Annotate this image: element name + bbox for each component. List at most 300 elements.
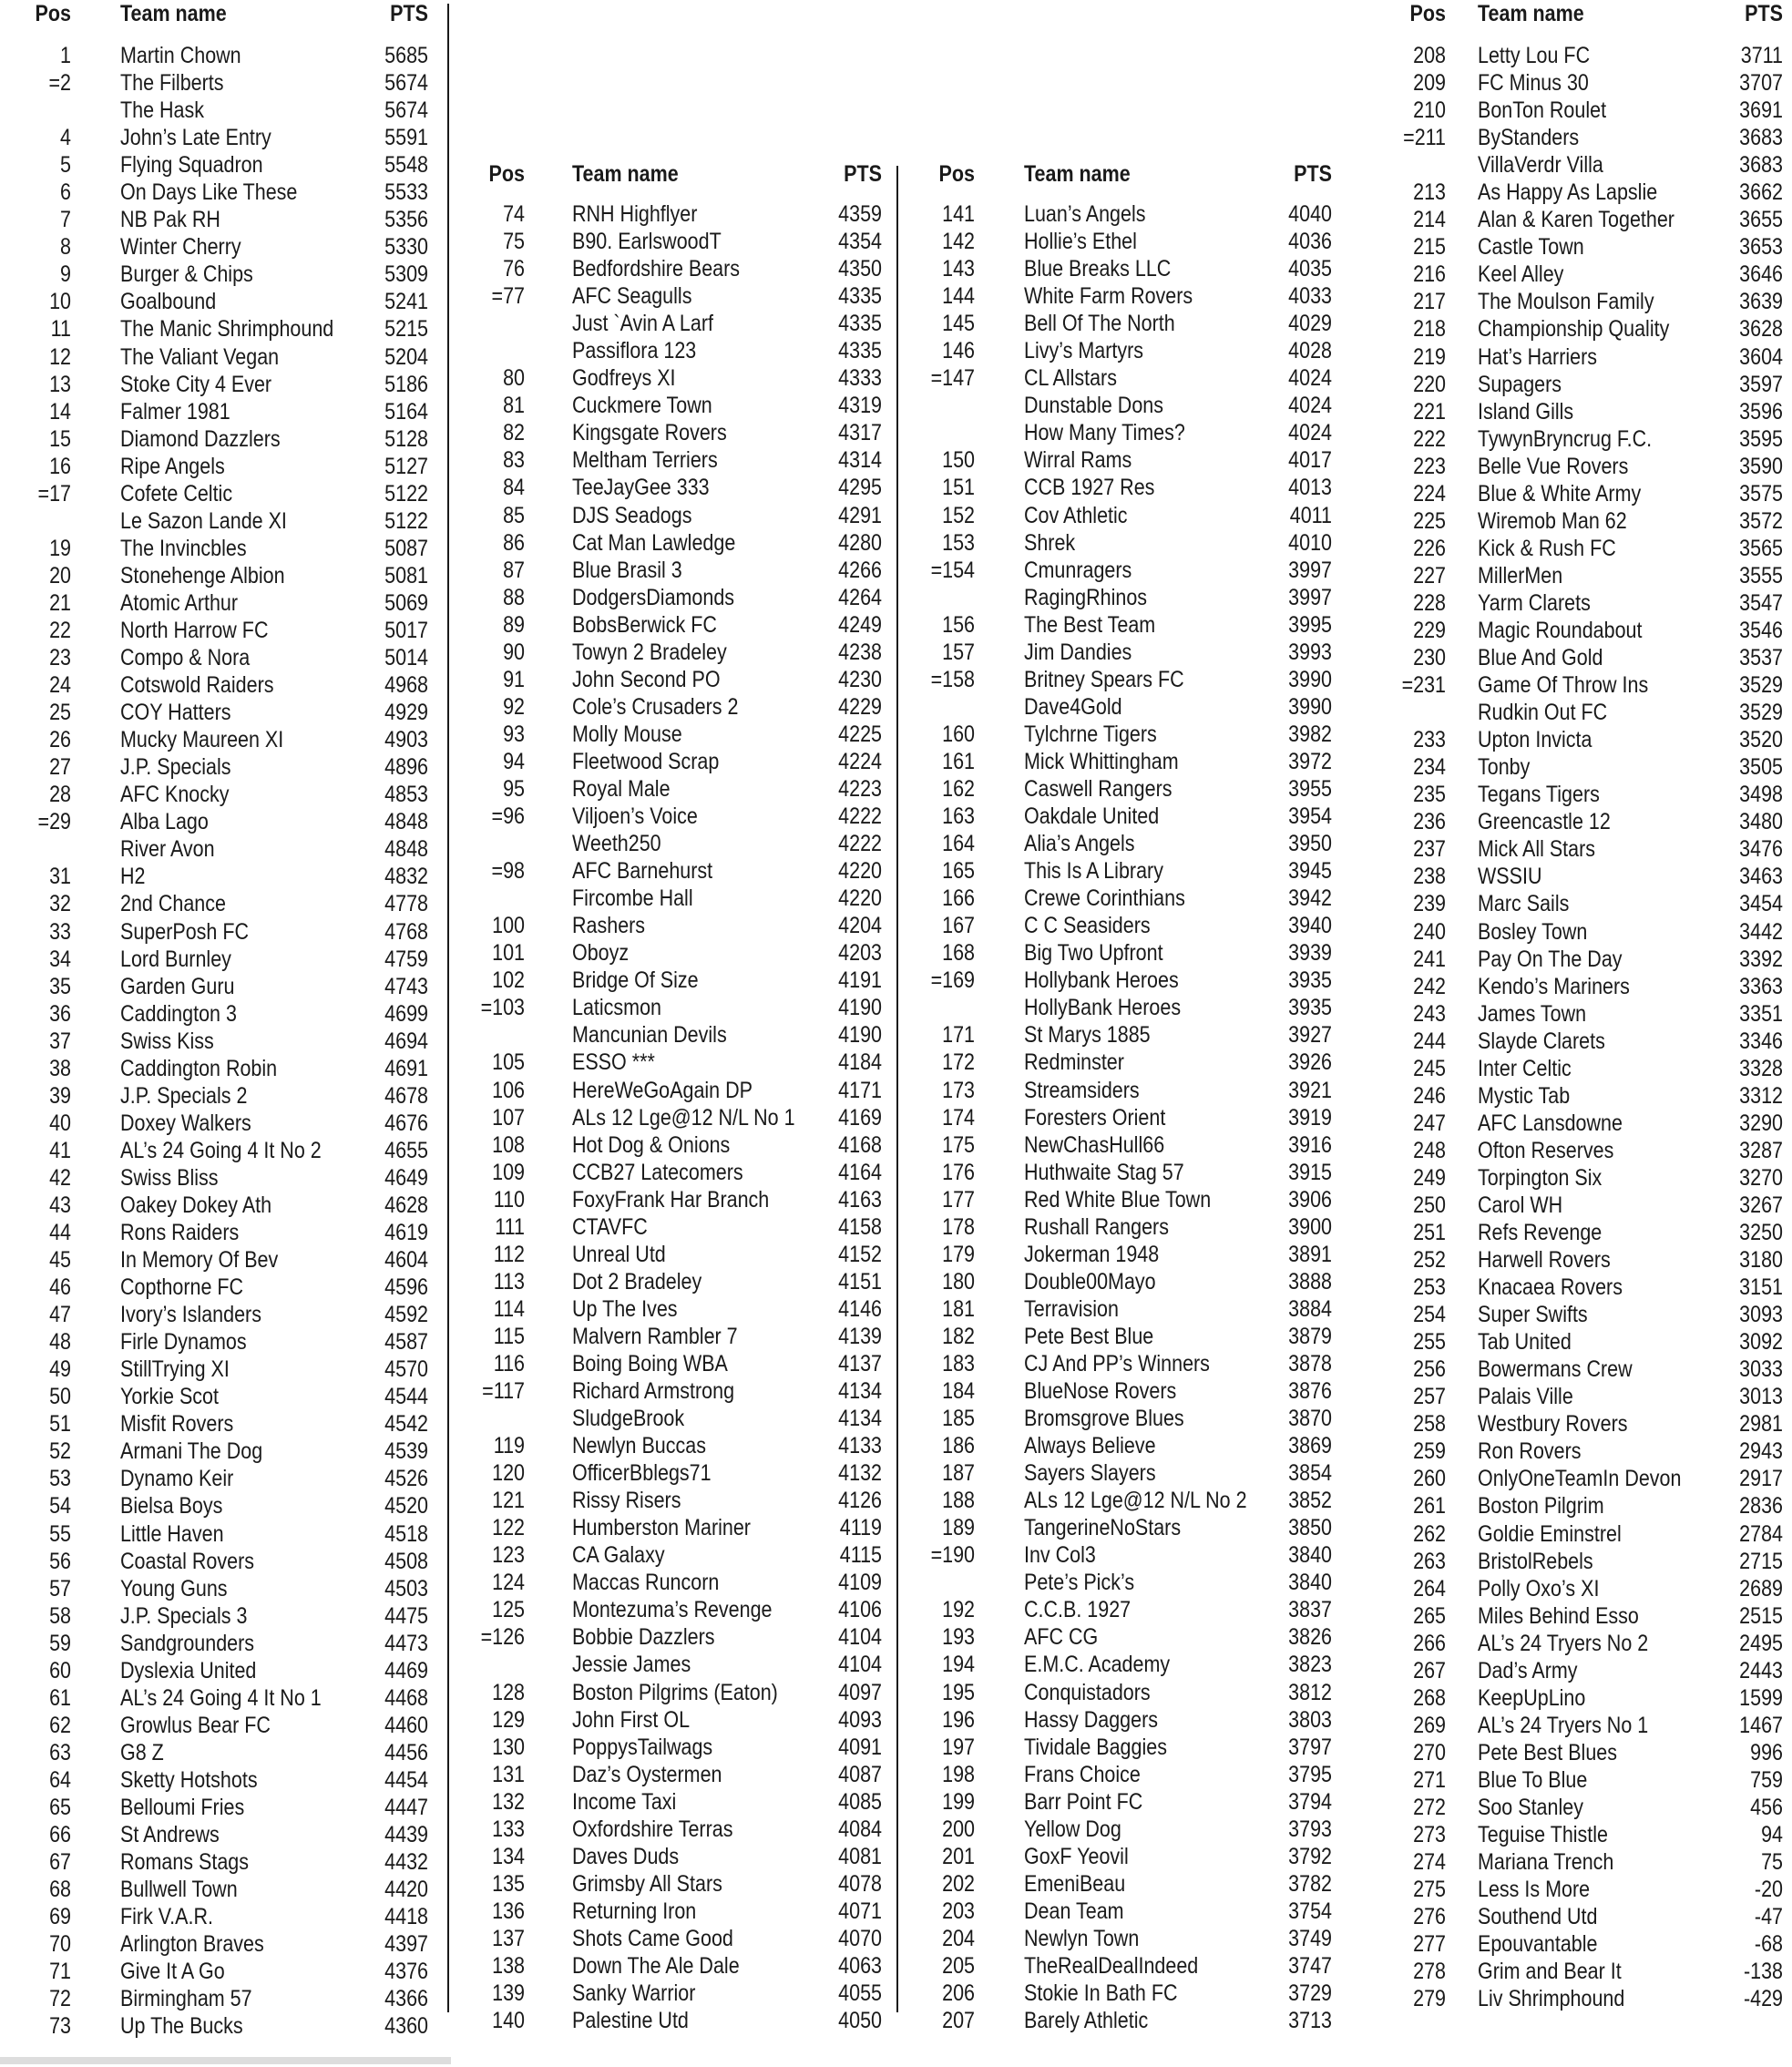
header-pts: PTS	[844, 161, 882, 187]
table-row	[1347, 1110, 1792, 1137]
points-cell: 4778	[384, 891, 428, 917]
position-cell: 23	[49, 645, 71, 671]
team-name-cell: Arlington Braves	[120, 1931, 264, 1958]
position-cell: 56	[49, 1548, 71, 1574]
table-row	[0, 69, 448, 97]
points-cell: 4319	[838, 393, 882, 419]
team-name-cell: Cmunragers	[1024, 557, 1132, 583]
position-cell: 61	[49, 1684, 71, 1711]
points-cell: 3955	[1288, 775, 1332, 802]
position-cell: 50	[49, 1384, 71, 1410]
team-name-cell: Daves Duds	[572, 1843, 680, 1869]
table-row	[0, 1520, 448, 1548]
position-cell: 112	[493, 1241, 525, 1267]
table-row	[1347, 1082, 1792, 1110]
table-row	[900, 392, 1347, 419]
position-cell: 125	[492, 1597, 525, 1623]
league-table-column-3	[900, 160, 1347, 2034]
header-team-name: Team name	[1024, 161, 1131, 187]
position-cell: 157	[942, 639, 975, 665]
points-cell: 4132	[838, 1460, 882, 1487]
table-row	[900, 693, 1347, 721]
team-name-cell: RNH Highflyer	[572, 201, 698, 227]
points-cell: 4203	[838, 940, 882, 967]
position-cell: 132	[492, 1788, 525, 1815]
position-cell: =169	[930, 967, 975, 994]
position-cell: 276	[1413, 1904, 1446, 1930]
table-row	[0, 233, 448, 261]
team-name-cell: Mancunian Devils	[572, 1022, 727, 1049]
points-cell: 5127	[384, 453, 428, 479]
team-name-cell: ByStanders	[1478, 125, 1580, 151]
table-row	[0, 1876, 448, 1903]
points-cell: 3884	[1288, 1295, 1332, 1322]
position-cell: 266	[1413, 1630, 1446, 1656]
table-row	[1347, 535, 1792, 562]
position-cell: 269	[1413, 1712, 1446, 1738]
position-cell: 145	[942, 311, 975, 337]
points-cell: 4139	[838, 1323, 882, 1349]
team-name-cell: Daz’s Oystermen	[572, 1761, 722, 1787]
points-cell: 4190	[838, 995, 882, 1021]
team-name-cell: CCB27 Latecomers	[572, 1159, 743, 1185]
points-cell: 3945	[1288, 858, 1332, 885]
position-cell: 234	[1413, 754, 1446, 781]
position-cell: 12	[49, 343, 71, 370]
points-cell: 4133	[838, 1433, 882, 1459]
team-name-cell: Unreal Utd	[572, 1241, 666, 1267]
position-cell: 138	[492, 1953, 525, 1979]
table-row	[1347, 699, 1792, 726]
team-name-cell: DodgersDiamonds	[572, 584, 735, 610]
position-cell: 63	[49, 1739, 71, 1765]
table-row	[1347, 863, 1792, 890]
table-row	[0, 1903, 448, 1930]
points-cell: 4224	[838, 748, 882, 774]
table-row	[450, 857, 896, 885]
team-name-cell: Tividale Baggies	[1024, 1734, 1167, 1760]
team-name-cell: Ivory’s Islanders	[120, 1302, 261, 1328]
table-row	[1347, 371, 1792, 398]
points-cell: 3529	[1739, 700, 1783, 726]
team-name-cell: AFC Seagulls	[572, 283, 692, 310]
team-name-cell: Dad’s Army	[1478, 1657, 1578, 1683]
position-cell: 34	[49, 946, 71, 972]
table-row	[450, 912, 896, 939]
position-cell: 44	[49, 1220, 71, 1246]
points-cell: 3793	[1288, 1816, 1332, 1842]
team-name-cell: Firk V.A.R.	[120, 1904, 213, 1930]
team-name-cell: Le Sazon Lande XI	[120, 507, 287, 534]
points-cell: 4078	[838, 1870, 882, 1897]
points-cell: 3850	[1288, 1515, 1332, 1541]
position-cell: 226	[1413, 535, 1446, 561]
points-cell: 3927	[1288, 1022, 1332, 1049]
position-cell: 237	[1413, 836, 1446, 863]
table-row	[0, 1301, 448, 1328]
team-name-cell: Barr Point FC	[1024, 1788, 1143, 1815]
table-row	[900, 1788, 1347, 1816]
team-name-cell: Fircombe Hall	[572, 885, 693, 912]
team-name-cell: Dyslexia United	[120, 1657, 257, 1683]
team-name-cell: Swiss Kiss	[120, 1028, 214, 1054]
table-row	[1347, 1684, 1792, 1712]
team-name-cell: Sketty Hotshots	[120, 1766, 258, 1793]
team-name-cell: Doxey Walkers	[120, 1110, 251, 1136]
table-row	[450, 1213, 896, 1241]
points-cell: 4024	[1288, 393, 1332, 419]
team-name-cell: Double00Mayo	[1024, 1268, 1156, 1294]
table-row	[450, 1541, 896, 1569]
table-row	[0, 644, 448, 671]
table-row	[900, 1459, 1347, 1487]
team-name-cell: Dean Team	[1024, 1898, 1124, 1924]
team-name-cell: OfficerBblegs71	[572, 1460, 712, 1487]
table-row	[450, 584, 896, 611]
team-name-cell: DJS Seadogs	[572, 502, 692, 528]
team-name-cell: J.P. Specials 3	[120, 1602, 248, 1629]
team-name-cell: Sanky Warrior	[572, 1980, 696, 2007]
position-cell: 173	[942, 1077, 975, 1103]
team-name-cell: Miles Behind Esso	[1478, 1602, 1639, 1629]
table-row	[0, 206, 448, 233]
position-cell: 247	[1413, 1110, 1446, 1136]
table-row	[0, 726, 448, 753]
points-cell: 4152	[838, 1241, 882, 1267]
points-cell: 3597	[1739, 371, 1783, 397]
points-cell: 3972	[1288, 748, 1332, 774]
position-cell: 272	[1413, 1795, 1446, 1820]
position-cell: 216	[1413, 261, 1446, 288]
points-cell: 2943	[1739, 1438, 1783, 1465]
team-name-cell: Rushall Rangers	[1024, 1213, 1169, 1240]
points-cell: 4456	[384, 1739, 428, 1765]
points-cell: 4010	[1288, 529, 1332, 556]
position-cell: 262	[1413, 1520, 1446, 1547]
team-name-cell: Cuckmere Town	[572, 393, 712, 419]
points-cell: -138	[1743, 1959, 1783, 1985]
table-row	[1347, 1575, 1792, 1602]
points-cell: 3454	[1739, 891, 1783, 917]
points-cell: 4896	[384, 754, 428, 781]
table-row	[450, 1295, 896, 1323]
table-row	[450, 392, 896, 419]
team-name-cell: TheRealDealIndeed	[1024, 1953, 1199, 1979]
table-row	[450, 1925, 896, 1952]
points-cell: 4542	[384, 1411, 428, 1438]
team-name-cell: Inv Col3	[1024, 1542, 1096, 1569]
team-name-cell: Rashers	[572, 913, 646, 939]
position-cell: 277	[1413, 1931, 1446, 1958]
points-cell: 4087	[838, 1761, 882, 1787]
team-name-cell: Montezuma’s Revenge	[572, 1597, 773, 1623]
position-cell: 36	[49, 1000, 71, 1027]
team-name-cell: PoppysTailwags	[572, 1734, 713, 1760]
points-cell: 4508	[384, 1548, 428, 1574]
position-cell: 244	[1413, 1028, 1446, 1054]
position-cell: 51	[49, 1411, 71, 1438]
position-cell: 217	[1413, 289, 1446, 315]
table-row	[450, 721, 896, 748]
table-row	[0, 1219, 448, 1246]
points-cell: 3852	[1288, 1488, 1332, 1514]
header-team-name: Team name	[572, 161, 679, 187]
team-name-cell: Up The Bucks	[120, 2013, 243, 2040]
position-cell: 205	[942, 1953, 975, 1979]
team-name-cell: MillerMen	[1478, 562, 1563, 588]
points-cell: 3878	[1288, 1350, 1332, 1376]
team-name-cell: Humberston Mariner	[572, 1515, 751, 1541]
position-cell: 235	[1413, 782, 1446, 808]
table-row	[900, 1541, 1347, 1569]
points-cell: 3879	[1288, 1323, 1332, 1349]
position-cell: 201	[942, 1843, 975, 1869]
table-row	[1347, 753, 1792, 781]
position-cell: 85	[503, 502, 525, 528]
position-cell: 10	[49, 289, 71, 315]
table-row	[900, 1623, 1347, 1651]
points-cell: 3935	[1288, 995, 1332, 1021]
points-cell: 4158	[838, 1213, 882, 1240]
team-name-cell: Barely Athletic	[1024, 2008, 1149, 2034]
table-row	[1347, 288, 1792, 315]
league-table-column-1	[0, 0, 448, 2040]
table-row	[900, 529, 1347, 557]
points-cell: 5356	[384, 207, 428, 233]
position-cell: 55	[49, 1520, 71, 1547]
team-name-cell: ALs 12 Lge@12 N/L No 1	[572, 1104, 795, 1131]
position-cell: 45	[49, 1247, 71, 1274]
table-row	[0, 535, 448, 562]
points-cell: 4832	[384, 864, 428, 890]
table-row	[1347, 1137, 1792, 1164]
points-cell: 4314	[838, 447, 882, 474]
points-cell: 4164	[838, 1159, 882, 1185]
table-row	[900, 1679, 1347, 1706]
points-cell: 3290	[1739, 1110, 1783, 1136]
points-cell: -68	[1754, 1931, 1783, 1958]
points-cell: 1467	[1739, 1712, 1783, 1738]
team-name-cell: Luan’s Angels	[1024, 201, 1146, 227]
table-row	[900, 1596, 1347, 1623]
position-cell: 19	[49, 535, 71, 561]
position-cell: 90	[503, 639, 525, 665]
points-cell: 4699	[384, 1000, 428, 1027]
team-name-cell: Mariana Trench	[1478, 1849, 1614, 1876]
position-cell: 73	[49, 2013, 71, 2040]
points-cell: 4333	[838, 365, 882, 392]
table-row	[1347, 726, 1792, 753]
table-row	[0, 1438, 448, 1465]
team-name-cell: John First OL	[572, 1706, 691, 1733]
points-cell: 4460	[384, 1712, 428, 1738]
team-name-cell: Bedfordshire Bears	[572, 256, 741, 282]
table-row	[1347, 781, 1792, 808]
team-name-cell: CJ And PP’s Winners	[1024, 1350, 1210, 1376]
position-cell: 242	[1413, 973, 1446, 999]
table-row	[0, 151, 448, 179]
team-name-cell: CL Allstars	[1024, 365, 1117, 392]
team-name-cell: Hat’s Harriers	[1478, 343, 1598, 370]
points-cell: 4238	[838, 639, 882, 665]
team-name-cell: Letty Lou FC	[1478, 43, 1591, 68]
league-table-column-2	[450, 160, 896, 2034]
position-cell: 131	[492, 1761, 525, 1787]
header-pos: Pos	[938, 161, 975, 187]
position-cell: 28	[49, 782, 71, 808]
table-row	[0, 398, 448, 425]
position-cell: 239	[1413, 891, 1446, 917]
team-name-cell: C.C.B. 1927	[1024, 1597, 1132, 1623]
team-name-cell: Wirral Rams	[1024, 447, 1132, 474]
team-name-cell: Bielsa Boys	[120, 1493, 223, 1520]
team-name-cell: SludgeBrook	[572, 1406, 685, 1432]
points-cell: 3312	[1739, 1082, 1783, 1109]
table-row	[0, 562, 448, 589]
team-name-cell: Goldie Eminstrel	[1478, 1520, 1622, 1547]
table-row	[0, 1575, 448, 1602]
points-cell: 3565	[1739, 535, 1783, 561]
points-cell: 4151	[838, 1268, 882, 1294]
points-cell: 2917	[1739, 1466, 1783, 1492]
table-row	[900, 1104, 1347, 1131]
points-cell: 2784	[1739, 1520, 1783, 1547]
table-row	[900, 994, 1347, 1021]
table-row	[900, 666, 1347, 693]
table-row	[0, 1465, 448, 1492]
points-cell: 4295	[838, 475, 882, 501]
table-row	[0, 1328, 448, 1356]
table-row	[900, 1432, 1347, 1459]
team-name-cell: Shots Came Good	[572, 1925, 733, 1951]
points-cell: 4093	[838, 1706, 882, 1733]
team-name-cell: John Second PO	[572, 666, 721, 692]
table-row	[1347, 261, 1792, 288]
table-row	[900, 584, 1347, 611]
position-cell: 144	[942, 283, 975, 310]
points-cell: 1599	[1739, 1684, 1783, 1711]
team-name-cell: Misfit Rovers	[120, 1411, 234, 1438]
position-cell: 11	[50, 316, 71, 343]
team-name-cell: St Andrews	[120, 1822, 220, 1848]
points-cell: 4085	[838, 1788, 882, 1815]
table-row	[900, 1487, 1347, 1514]
points-cell: 3691	[1739, 97, 1783, 124]
table-row	[1347, 1028, 1792, 1055]
position-cell: 238	[1413, 864, 1446, 890]
position-cell: =211	[1403, 125, 1446, 151]
position-cell: 16	[49, 453, 71, 479]
position-cell: 259	[1413, 1438, 1446, 1465]
points-cell: 4191	[838, 967, 882, 994]
team-name-cell: Copthorne FC	[120, 1274, 244, 1301]
team-name-cell: James Town	[1478, 1000, 1587, 1027]
team-name-cell: Pete Best Blue	[1024, 1323, 1154, 1349]
points-cell: 4017	[1288, 447, 1332, 474]
team-name-cell: Caswell Rangers	[1024, 775, 1172, 802]
points-cell: 3797	[1288, 1734, 1332, 1760]
table-row	[900, 1734, 1347, 1761]
team-name-cell: Maccas Runcorn	[572, 1570, 720, 1596]
position-cell: 57	[49, 1575, 71, 1601]
table-row	[450, 228, 896, 255]
points-cell: 2443	[1739, 1657, 1783, 1683]
position-cell: 76	[503, 256, 525, 282]
team-name-cell: Stokie In Bath FC	[1024, 1980, 1178, 2007]
position-cell: 101	[492, 940, 525, 967]
table-row	[450, 255, 896, 282]
position-cell: 14	[49, 398, 71, 425]
table-header	[1347, 0, 1792, 42]
team-name-cell: TeeJayGee 333	[572, 475, 710, 501]
points-cell: 2715	[1739, 1548, 1783, 1574]
table-row	[900, 255, 1347, 282]
team-name-cell: Down The Ale Dale	[572, 1953, 740, 1979]
points-cell: 3092	[1739, 1329, 1783, 1356]
team-name-cell: Garden Guru	[120, 973, 235, 999]
table-row	[1347, 1383, 1792, 1410]
table-row	[450, 364, 896, 392]
points-cell: 5685	[384, 43, 428, 68]
points-cell: 3351	[1739, 1000, 1783, 1027]
team-name-cell: ALs 12 Lge@12 N/L No 2	[1024, 1488, 1247, 1514]
table-row	[450, 1241, 896, 1268]
position-cell: =17	[37, 480, 71, 507]
position-cell: 224	[1413, 480, 1446, 507]
points-cell: 4518	[384, 1520, 428, 1547]
team-name-cell: The Manic Shrimphound	[120, 316, 334, 343]
points-cell: 4222	[838, 831, 882, 857]
position-cell: =231	[1401, 672, 1446, 699]
team-name-cell: Tegans Tigers	[1478, 782, 1600, 808]
points-cell: 4592	[384, 1302, 428, 1328]
team-name-cell: Yellow Dog	[1024, 1816, 1121, 1842]
table-row	[900, 474, 1347, 501]
table-row	[900, 1761, 1347, 1788]
team-name-cell: Pete Best Blues	[1478, 1739, 1617, 1765]
team-name-cell: Up The Ives	[572, 1295, 678, 1322]
team-name-cell: Little Haven	[120, 1520, 224, 1547]
points-cell: 3900	[1288, 1213, 1332, 1240]
table-row	[1347, 1821, 1792, 1848]
table-row	[900, 1159, 1347, 1186]
team-name-cell: Knacaea Rovers	[1478, 1274, 1623, 1301]
position-cell: 181	[942, 1295, 975, 1322]
team-name-cell: AL’s 24 Tryers No 2	[1478, 1630, 1649, 1656]
table-header	[0, 0, 448, 42]
position-cell: =103	[480, 995, 525, 1021]
position-cell: 223	[1413, 453, 1446, 479]
table-row	[0, 1657, 448, 1684]
points-cell: 2836	[1739, 1493, 1783, 1520]
points-cell: 3595	[1739, 425, 1783, 452]
team-name-cell: Fleetwood Scrap	[572, 748, 720, 774]
table-row	[1347, 1766, 1792, 1794]
position-cell: 186	[942, 1433, 975, 1459]
position-cell: 258	[1413, 1411, 1446, 1438]
table-row	[900, 1843, 1347, 1870]
points-cell: 4596	[384, 1274, 428, 1301]
points-cell: 4468	[384, 1684, 428, 1711]
team-name-cell: AFC Lansdowne	[1478, 1110, 1623, 1136]
table-row	[900, 857, 1347, 885]
position-cell: 128	[492, 1679, 525, 1705]
points-cell: 3747	[1288, 1953, 1332, 1979]
table-row	[1347, 179, 1792, 206]
table-row	[0, 1164, 448, 1192]
team-name-cell: Pete’s Pick’s	[1024, 1570, 1135, 1596]
position-cell: 42	[49, 1164, 71, 1191]
